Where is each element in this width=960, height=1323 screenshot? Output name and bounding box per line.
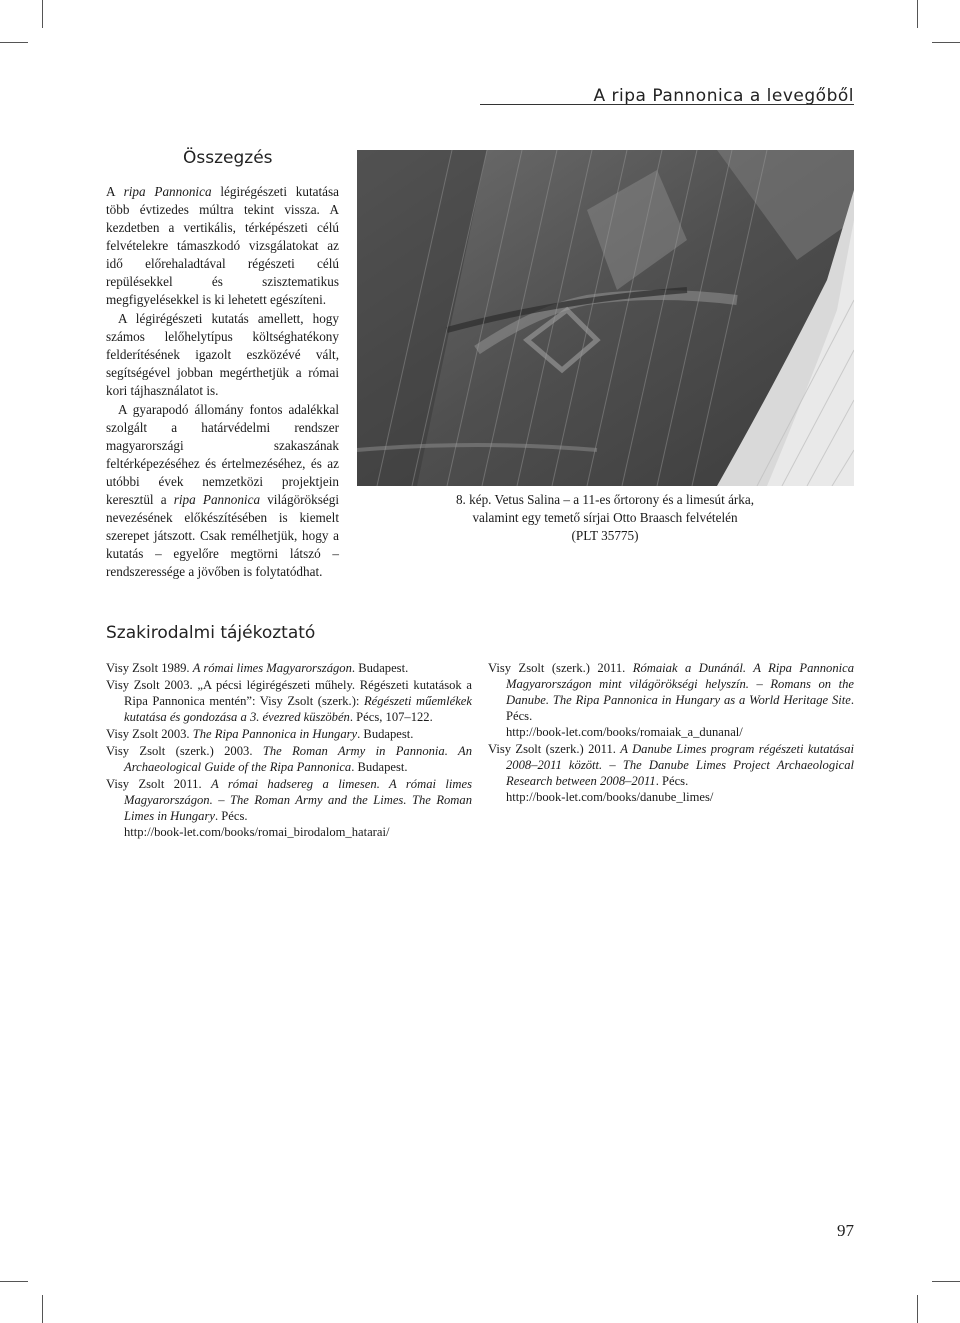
ref-text: Visy Zsolt (szerk.) 2011. <box>488 661 633 675</box>
crop-mark <box>42 1295 43 1323</box>
ref-text: Visy Zsolt 1989. <box>106 661 193 675</box>
crop-mark <box>917 0 918 28</box>
references-heading: Szakirodalmi tájékoztató <box>106 623 316 643</box>
ref-text: Visy Zsolt 2011. <box>106 777 212 791</box>
ref-title: A Danube Limes program régészeti kutatásai 2008–2011 között. – The Danube Limes Project Archaeological Research between 2008–2011 <box>506 742 854 788</box>
aerial-photo <box>357 150 854 486</box>
ref-text: . Budapest. <box>357 727 414 741</box>
ref-text: . Budapest. <box>351 661 409 675</box>
crop-mark <box>0 1281 28 1282</box>
ref-title: A római hadsereg a limesen. A római limes Magyarországon. – The Roman Army and the Limes. The Roman Limes in Hungary <box>124 777 472 823</box>
ref-text: Visy Zsolt (szerk.) 2011. <box>488 742 621 756</box>
reference-entry <box>488 741 854 805</box>
ref-text: . Budapest. <box>351 760 408 774</box>
header-rule <box>480 104 854 105</box>
figure-caption <box>380 491 830 545</box>
ref-title: The Ripa Pannonica in Hungary <box>192 727 358 741</box>
reference-entry <box>106 660 472 676</box>
reference-entry <box>488 660 854 740</box>
references-left-column <box>106 660 472 841</box>
reference-entry <box>106 776 472 840</box>
text-span: A <box>106 184 124 199</box>
italic-term: ripa Pannonica <box>173 492 261 507</box>
summary-heading: Összegzés <box>183 148 273 168</box>
ref-title: Régészeti műemlékek kutatása és gondozása a 3. évezred küszöbén <box>124 694 472 724</box>
crop-mark <box>932 1281 960 1282</box>
ref-url-link[interactable]: http://book-let.com/books/romai_birodalom_hatarai/ <box>124 825 390 839</box>
ref-title: A római limes Magyarországon <box>192 661 352 675</box>
italic-term: ripa Pannonica <box>123 184 212 199</box>
reference-entry <box>106 743 472 775</box>
summary-paragraph: A légirégészeti kutatás amellett, hogy számos lelőhelytípus költséghatékony felderítésének igazolt eszközévé vált, segítségével jobban megérthetjük a római kori tájhasználatot is. <box>106 311 339 398</box>
crop-mark <box>42 0 43 28</box>
crop-mark <box>932 42 960 43</box>
running-title: A ripa Pannonica a levegőből <box>593 86 854 106</box>
ref-url-link[interactable]: http://book-let.com/books/danube_limes/ <box>506 790 714 804</box>
summary-paragraph <box>106 183 339 309</box>
crop-mark <box>0 42 28 43</box>
summary-paragraph <box>106 401 339 581</box>
caption-line: (PLT 35775) <box>571 528 639 543</box>
ref-title: The Roman Army in Pannonia. An Archaeological Guide of the Ripa Pannonica <box>124 744 472 774</box>
ref-title: Rómaiak a Dunánál. A Ripa Pannonica Magyarországon mint világörökségi helyszín. – Romans on the Danube. The Ripa Pannonica in Hungary as a World Heritage Site <box>506 661 854 707</box>
summary-text <box>106 183 339 582</box>
reference-entry <box>106 726 472 742</box>
ref-text: . Pécs. <box>506 693 854 723</box>
aerial-photo-image <box>357 150 854 486</box>
ref-text: . Pécs. <box>655 774 689 788</box>
ref-text: Visy Zsolt 2003. „A pécsi légirégészeti műhely. Régészeti kutatások a Ripa Pannonica mentén”: Visy Zsolt (szerk.): <box>106 678 472 708</box>
reference-entry <box>106 677 472 725</box>
references-right-column <box>488 660 854 806</box>
ref-text: . Pécs. <box>214 809 248 823</box>
ref-text: . Pécs, 107–122. <box>349 710 433 724</box>
caption-line: valamint egy temető sírjai Otto Braasch felvételén <box>472 510 738 525</box>
ref-text: Visy Zsolt 2003. <box>106 727 193 741</box>
crop-mark <box>917 1295 918 1323</box>
text-span: világörökségi nevezésének előkészítésében is kiemelt szerepet játszott. Csak remélhetjük, hogy a kutatás – egyelőre megtörni látszó – rendszeressége a jövőben is folytatódhat. <box>106 492 339 579</box>
caption-line: 8. kép. Vetus Salina – a 11-es őrtorony és a limesút árka, <box>455 492 755 507</box>
ref-url-link[interactable]: http://book-let.com/books/romaiak_a_dunanal/ <box>506 725 743 739</box>
text-span: légirégészeti kutatása több évtizedes múltra tekint vissza. A kezdetben a vertikális, térképészeti célú felvételekre támaszkodó vizsgálatokat az idő előrehaladtával régészeti célú repülésekkel és szisztematikus megfigyelésekkel is ki lehetett egészíteni. <box>106 184 340 307</box>
text-span: A gyarapodó állomány fontos adalékkal szolgált a határvédelmi rendszer magyarországi szakaszának feltérképezéséhez és értelmezéséhez, és az utóbbi évek nemzetközi projektjein keresztül a <box>106 402 339 507</box>
page-number: 97 <box>837 1221 854 1240</box>
ref-text: Visy Zsolt (szerk.) 2003. <box>106 744 263 758</box>
